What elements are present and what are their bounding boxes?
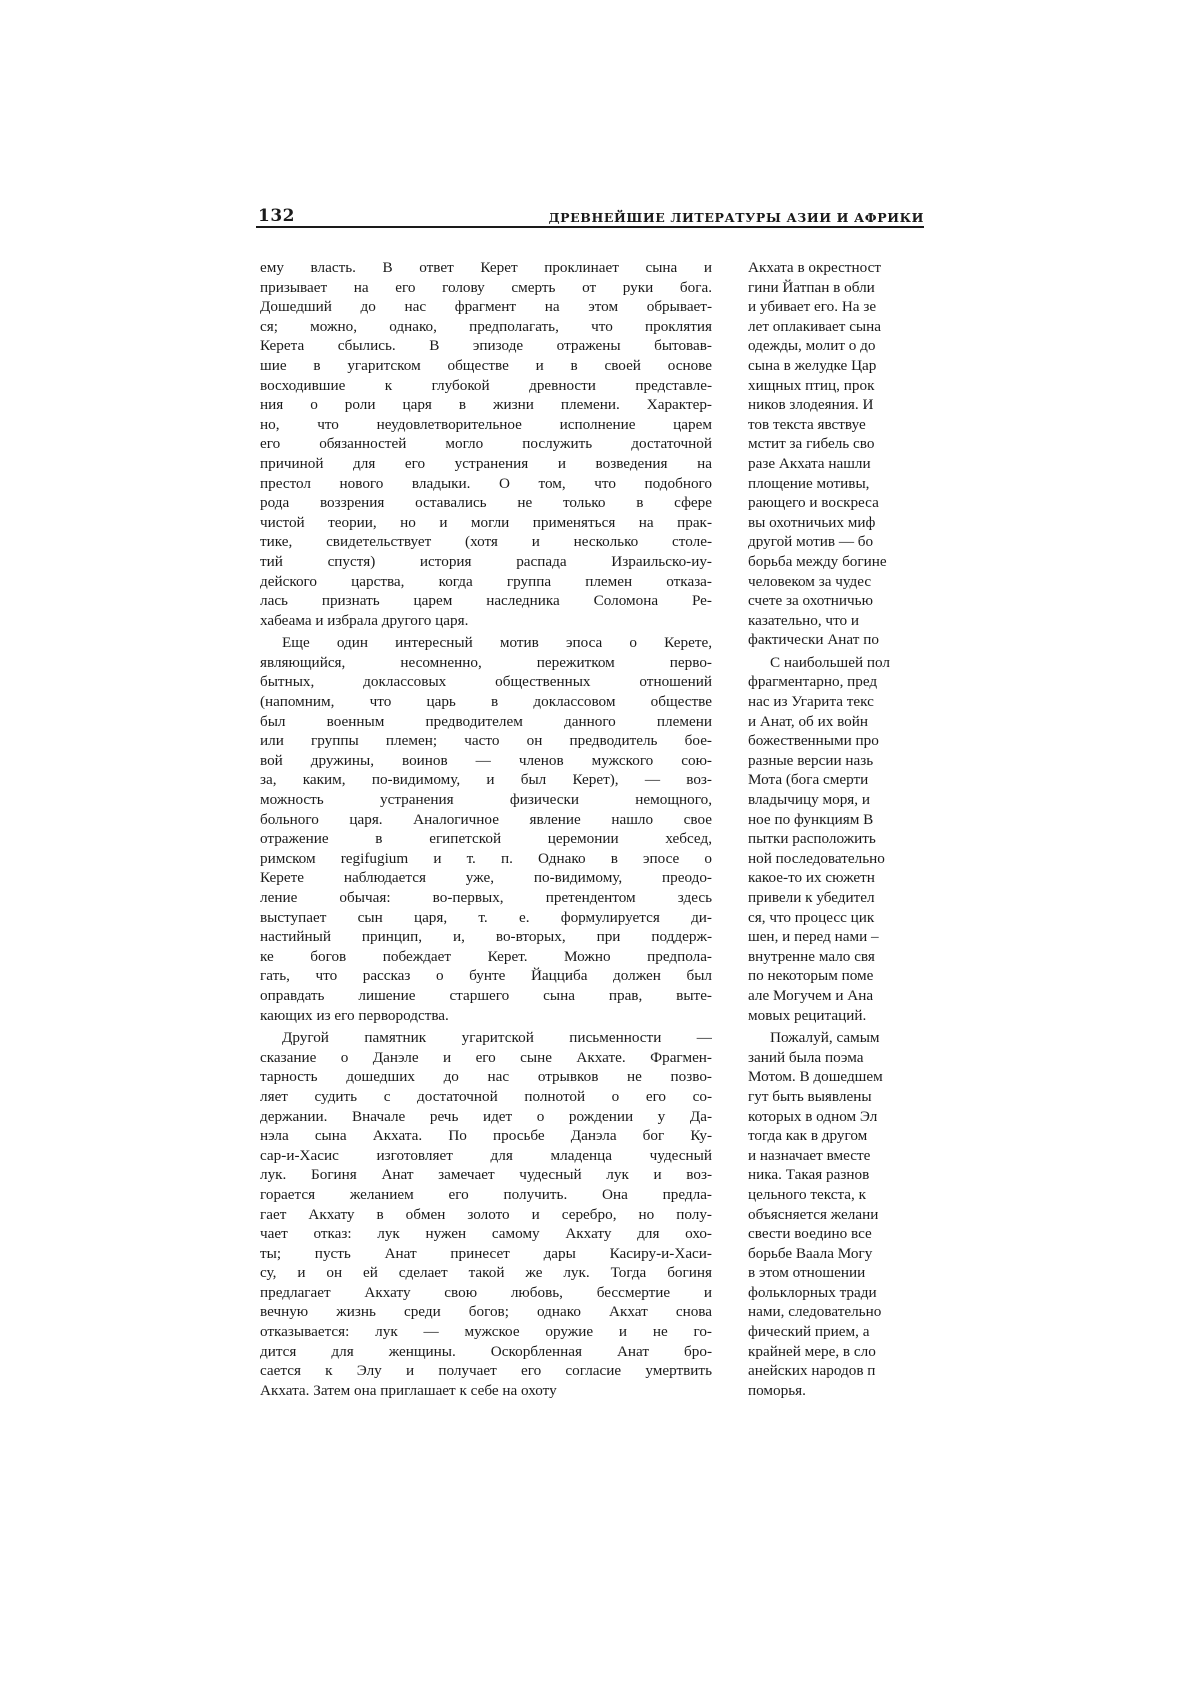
text-line: горается желанием его получить. Она предла- bbox=[260, 1185, 712, 1203]
text-line: рающего и воскреса bbox=[748, 494, 879, 512]
text-line: ное по функциям В bbox=[748, 810, 874, 828]
text-line: тогда как в другом bbox=[748, 1127, 868, 1145]
text-line: римском regifugium и т. п. Однако в эпосе о bbox=[260, 849, 712, 867]
text-line: ния о роли царя в жизни племени. Характер- bbox=[260, 396, 712, 414]
text-line: тарность дошедших до нас отрывков не позво- bbox=[260, 1068, 712, 1086]
text-line: гини Йатпан в обли bbox=[748, 278, 875, 296]
text-line: ты; пусть Анат принесет дары Касиру-и-Хаси- bbox=[260, 1244, 712, 1262]
text-line: тий спустя) история распада Израильско-иу- bbox=[260, 552, 712, 570]
text-line: фактически Анат по bbox=[748, 631, 879, 649]
text-line: вы охотничьих миф bbox=[748, 513, 876, 531]
text-line: являющийся, несомненно, пережитком перво- bbox=[260, 653, 712, 671]
text-line: С наибольшей пол bbox=[770, 653, 891, 671]
text-line: сына в желудке Цар bbox=[748, 356, 877, 374]
text-line: хабеама и избрала другого царя. bbox=[260, 611, 469, 629]
text-line: Акхата. Затем она приглашает к себе на охоту bbox=[260, 1381, 557, 1399]
text-line: ников злодеяния. И bbox=[748, 396, 874, 414]
text-line: ке богов побеждает Керет. Можно предпола- bbox=[260, 947, 712, 965]
text-line: Керете наблюдается уже, по-видимому, преодо- bbox=[260, 869, 712, 887]
text-line: сар-и-Хасис изготовляет для младенца чудесный bbox=[260, 1146, 712, 1164]
text-line: Дошедший до нас фрагмент на этом обрывает- bbox=[260, 298, 712, 316]
text-line: оправдать лишение старшего сына прав, выте- bbox=[260, 986, 712, 1004]
text-line: по некоторым поме bbox=[748, 967, 874, 985]
page-number: 132 bbox=[258, 206, 295, 226]
text-line: борьба между богине bbox=[748, 552, 887, 570]
left-text-column bbox=[260, 258, 712, 1400]
text-line: лук. Богиня Анат замечает чудесный лук и воз- bbox=[260, 1166, 712, 1184]
text-line: шен, и перед нами – bbox=[748, 928, 879, 946]
paragraph bbox=[748, 1028, 940, 1400]
text-line: Мотом. В дошедшем bbox=[748, 1068, 883, 1086]
text-line: фольклорных тради bbox=[748, 1283, 877, 1301]
text-line: и убивает его. На зе bbox=[748, 298, 877, 316]
text-line: привели к убедител bbox=[748, 889, 875, 906]
text-line: шие в угаритском обществе и в своей основе bbox=[260, 356, 712, 374]
text-line: крайней мере, в сло bbox=[748, 1342, 876, 1360]
text-line: разные версии назь bbox=[748, 751, 874, 769]
text-line: борьбе Ваала Могу bbox=[748, 1244, 873, 1262]
text-line: (напомним, что царь в доклассовом обществе bbox=[260, 693, 712, 711]
text-line: пытки расположить bbox=[748, 830, 876, 848]
text-line: предлагает Акхату свою любовь, бессмертие и bbox=[260, 1283, 712, 1301]
text-line: свести воедино все bbox=[748, 1225, 872, 1243]
text-line: вечную жизнь среди богов; однако Акхат снова bbox=[260, 1303, 712, 1321]
text-line: престол нового владыки. О том, что подобного bbox=[260, 474, 712, 492]
text-line: одежды, молит о до bbox=[748, 337, 876, 355]
text-line: цельного текста, к bbox=[748, 1185, 866, 1203]
text-line: ему власть. В ответ Керет проклинает сына и bbox=[260, 259, 712, 276]
text-line: лет оплакивает сына bbox=[748, 317, 882, 335]
text-line: анейских народов п bbox=[748, 1362, 876, 1380]
text-line: фрагментарно, пред bbox=[748, 673, 878, 691]
text-line: нами, следовательно bbox=[748, 1303, 882, 1321]
text-line: и назначает вместе bbox=[748, 1146, 871, 1164]
text-line: ляет судить с достаточной полнотой о его со- bbox=[260, 1087, 712, 1105]
text-line: тов текста явствуе bbox=[748, 415, 866, 433]
text-line: его обязанностей могло послужить достаточной bbox=[260, 435, 712, 453]
text-line: или группы племен; часто он предводитель бое- bbox=[260, 732, 712, 750]
paragraph bbox=[260, 1028, 712, 1400]
running-head: ДРЕВНЕЙШИЕ ЛИТЕРАТУРЫ АЗИИ И АФРИКИ bbox=[548, 210, 924, 225]
text-line: мовых рецитаций. bbox=[748, 1006, 867, 1024]
text-line: Мота (бога смерти bbox=[748, 771, 869, 789]
text-line: объясняется желани bbox=[748, 1205, 879, 1223]
text-line: сается к Элу и получает его согласие умертвить bbox=[260, 1362, 712, 1380]
paragraph bbox=[748, 653, 940, 1025]
text-line: гает Акхату в обмен золото и серебро, но полу- bbox=[260, 1205, 712, 1223]
text-line: гут быть выявлены bbox=[748, 1087, 872, 1105]
text-line: разе Акхата нашли bbox=[748, 454, 871, 472]
text-line: су, и он ей сделает такой же лук. Тогда богиня bbox=[260, 1264, 712, 1282]
text-line: но, что неудовлетворительное исполнение царем bbox=[260, 415, 712, 433]
text-line: кающих из его первородства. bbox=[260, 1006, 449, 1024]
header-rule bbox=[256, 226, 924, 228]
text-line: бытных, доклассовых общественных отношений bbox=[260, 673, 712, 691]
text-line: вой дружины, воинов — членов мужского сою- bbox=[260, 751, 712, 769]
text-line: которых в одном Эл bbox=[748, 1107, 878, 1125]
text-line: рода воззрения оставались не только в сфере bbox=[260, 494, 712, 512]
text-line: чает отказ: лук нужен самому Акхату для охо- bbox=[260, 1225, 712, 1243]
text-line: нас из Угарита текс bbox=[748, 693, 874, 711]
text-line: Другой памятник угаритской письменности — bbox=[282, 1029, 712, 1047]
text-line: Керета сбылись. В эпизоде отражены бытовав- bbox=[260, 337, 712, 355]
paragraph bbox=[748, 258, 940, 650]
text-line: держании. Вначале речь идет о рождении у Да- bbox=[260, 1107, 712, 1125]
text-line: отказывается: лук — мужское оружие и не го- bbox=[260, 1323, 712, 1341]
text-line: фический прием, а bbox=[748, 1323, 870, 1341]
text-line: сказание о Данэле и его сыне Акхате. Фрагмен- bbox=[260, 1048, 712, 1066]
text-line: ника. Такая разнов bbox=[748, 1166, 870, 1184]
text-line: причиной для его устранения и возведения на bbox=[260, 454, 712, 472]
text-line: Еще один интересный мотив эпоса о Керете, bbox=[282, 634, 712, 652]
text-line: какое-то их сюжетн bbox=[748, 869, 875, 887]
right-text-column bbox=[748, 258, 940, 1400]
text-line: гать, что рассказ о бунте Йацциба должен был bbox=[260, 967, 712, 985]
text-line: внутренне мало свя bbox=[748, 947, 875, 965]
text-line: владычицу моря, и bbox=[748, 791, 871, 809]
text-line: призывает на его голову смерть от руки бога. bbox=[260, 278, 712, 296]
text-line: другой мотив — бо bbox=[748, 533, 874, 551]
text-line: и Анат, об их войн bbox=[748, 712, 869, 730]
text-line: мстит за гибель сво bbox=[748, 435, 875, 453]
text-line: ся, что процесс цик bbox=[748, 908, 875, 926]
paragraph bbox=[260, 633, 712, 1025]
text-line: заний была поэма bbox=[748, 1048, 864, 1066]
text-line: отражение в египетской церемонии хебсед, bbox=[260, 830, 712, 848]
text-line: счете за охотничью bbox=[748, 592, 873, 610]
text-line: площение мотивы, bbox=[748, 474, 870, 492]
text-line: больного царя. Аналогичное явление нашло свое bbox=[260, 810, 712, 828]
text-line: человеком за чудес bbox=[748, 572, 872, 590]
text-line: ся; можно, однако, предполагать, что проклятия bbox=[260, 317, 712, 335]
text-line: казательно, что и bbox=[748, 611, 860, 629]
text-line: выступает сын царя, т. е. формулируется ди- bbox=[260, 908, 712, 926]
text-line: настийный принцип, и, во-вторых, при поддерж- bbox=[260, 928, 712, 946]
text-line: в этом отношении bbox=[748, 1264, 866, 1282]
text-line: дейского царства, когда группа племен отказа- bbox=[260, 572, 712, 590]
text-line: ление обычая: во-первых, претендентом здесь bbox=[260, 889, 712, 906]
paragraph bbox=[260, 258, 712, 630]
text-line: можность устранения физически немощного, bbox=[260, 791, 712, 809]
text-line: поморья. bbox=[748, 1381, 806, 1399]
text-line: был военным предводителем данного племени bbox=[260, 712, 712, 730]
text-line: тике, свидетельствует (хотя и несколько столе- bbox=[260, 533, 712, 551]
text-line: восходившие к глубокой древности представле- bbox=[260, 376, 712, 394]
text-line: але Могучем и Ана bbox=[748, 986, 874, 1004]
text-line: Пожалуй, самым bbox=[770, 1029, 880, 1047]
text-line: Акхата в окрестност bbox=[748, 259, 881, 276]
text-line: нэла сына Акхата. По просьбе Данэла бог Ку- bbox=[260, 1127, 712, 1145]
text-line: чистой теории, но и могли применяться на прак- bbox=[260, 513, 712, 531]
text-line: хищных птиц, прок bbox=[748, 376, 875, 394]
text-line: божественными про bbox=[748, 732, 879, 750]
text-line: за, каким, по-видимому, и был Керет), — воз- bbox=[260, 771, 712, 789]
text-line: лась признать царем наследника Соломона Ре- bbox=[260, 592, 712, 610]
text-line: дится для женщины. Оскорбленная Анат бро- bbox=[260, 1342, 712, 1360]
text-line: ной последовательно bbox=[748, 849, 885, 867]
